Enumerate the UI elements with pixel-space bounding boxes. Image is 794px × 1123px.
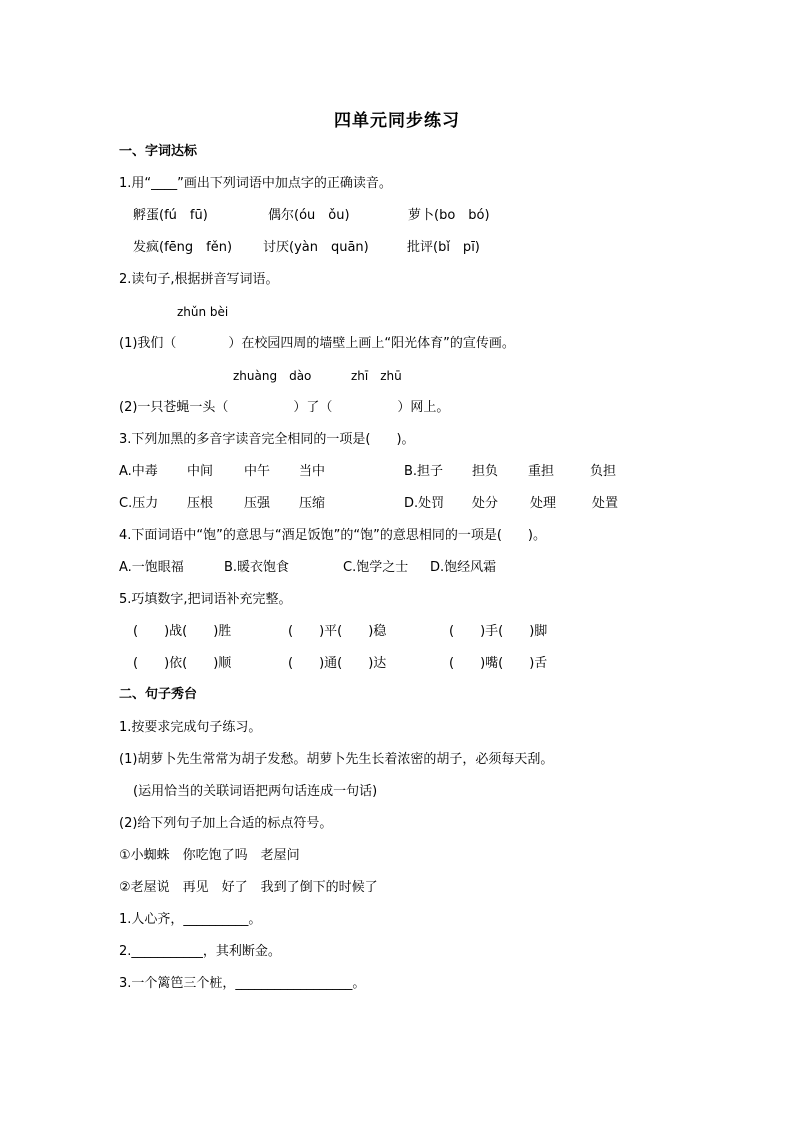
q5-item: ( )手( )脚 — [449, 624, 548, 639]
q1-prompt: 1.用“____”画出下列词语中加点字的正确读音。 — [119, 176, 392, 191]
q4-option: A.一饱眼福 — [119, 560, 184, 575]
q3-option: 处置 — [592, 496, 619, 511]
q3-option: B.担子 — [404, 464, 444, 479]
q3-option: 负担 — [590, 464, 617, 479]
s2-note: (运用恰当的关联词语把两句话连成一句话) — [133, 784, 378, 799]
q1-item: 孵蛋(fú fū) — [133, 208, 208, 223]
q1-item: 讨厌(yàn quān) — [263, 240, 369, 255]
q2-prompt: 2.读句子,根据拼音写词语。 — [119, 272, 279, 287]
q3-option: 处理 — [530, 496, 557, 511]
q5-item: ( )战( )胜 — [133, 624, 232, 639]
section-heading-2: 二、句子秀台 — [119, 687, 198, 702]
q3-option: 压根 — [187, 496, 214, 511]
q3-option: A.中毒 — [119, 464, 158, 479]
q3-option: 压缩 — [299, 496, 326, 511]
s2-q1-prompt: 1.按要求完成句子练习。 — [119, 720, 262, 735]
q5-prompt: 5.巧填数字,把词语补充完整。 — [119, 592, 292, 607]
page-title: 四单元同步练习 — [334, 111, 460, 131]
q5-item: ( )依( )顺 — [133, 656, 232, 671]
section-heading-1: 一、字词达标 — [119, 144, 198, 159]
q1-item: 发疯(fēng fěn) — [133, 240, 233, 255]
q3-option: D.处罚 — [404, 496, 445, 511]
q4-option: C.饱学之士 — [343, 560, 409, 575]
s2-sentence: (1)胡萝卜先生常常为胡子发愁。胡萝卜先生长着浓密的胡子，必须每天刮。 — [119, 752, 554, 767]
q3-option: 压强 — [244, 496, 271, 511]
fill-item: 1.人心齐，__________。 — [119, 912, 262, 927]
q3-option: 处分 — [472, 496, 499, 511]
q3-option: 重担 — [528, 464, 555, 479]
q1-item: 批评(bǐ pī) — [407, 240, 480, 255]
fill-item: 3.一个篱笆三个桩，__________________。 — [119, 976, 366, 991]
q3-option: 担负 — [472, 464, 499, 479]
q2-pinyin: zhuàng dào — [233, 369, 312, 383]
q3-option: C.压力 — [119, 496, 159, 511]
q4-prompt: 4.下面词语中“饱”的意思与“酒足饭饱”的“饱”的意思相同的一项是( )。 — [119, 528, 546, 543]
q4-option: D.饱经风霜 — [430, 560, 497, 575]
q3-prompt: 3.下列加黑的多音字读音完全相同的一项是( )。 — [119, 432, 415, 447]
s2-punct-item: ②老屋说 再见 好了 我到了倒下的时候了 — [119, 880, 378, 895]
q1-item: 偶尔(óu ǒu) — [268, 208, 350, 223]
q3-option: 当中 — [299, 464, 326, 479]
q4-option: B.暖衣饱食 — [224, 560, 290, 575]
q2-sentence: (2)一只苍蝇一头（ ）了（ ）网上。 — [119, 400, 450, 415]
q2-pinyin: zhī zhū — [351, 369, 402, 383]
fill-item: 2.___________，其利断金。 — [119, 944, 281, 959]
s2-punct-item: ①小蜘蛛 你吃饱了吗 老屋问 — [119, 848, 300, 863]
q5-item: ( )平( )稳 — [288, 624, 387, 639]
q2-sentence: (1)我们（ ）在校园四周的墙壁上画上“阳光体育”的宣传画。 — [119, 336, 515, 351]
q5-item: ( )嘴( )舌 — [449, 656, 548, 671]
q5-item: ( )通( )达 — [288, 656, 387, 671]
s2-sentence: (2)给下列句子加上合适的标点符号。 — [119, 816, 333, 831]
q2-pinyin: zhǔn bèi — [177, 305, 229, 319]
q3-option: 中间 — [187, 464, 214, 479]
q1-item: 萝卜(bo bó) — [408, 208, 490, 223]
q3-option: 中午 — [244, 464, 271, 479]
